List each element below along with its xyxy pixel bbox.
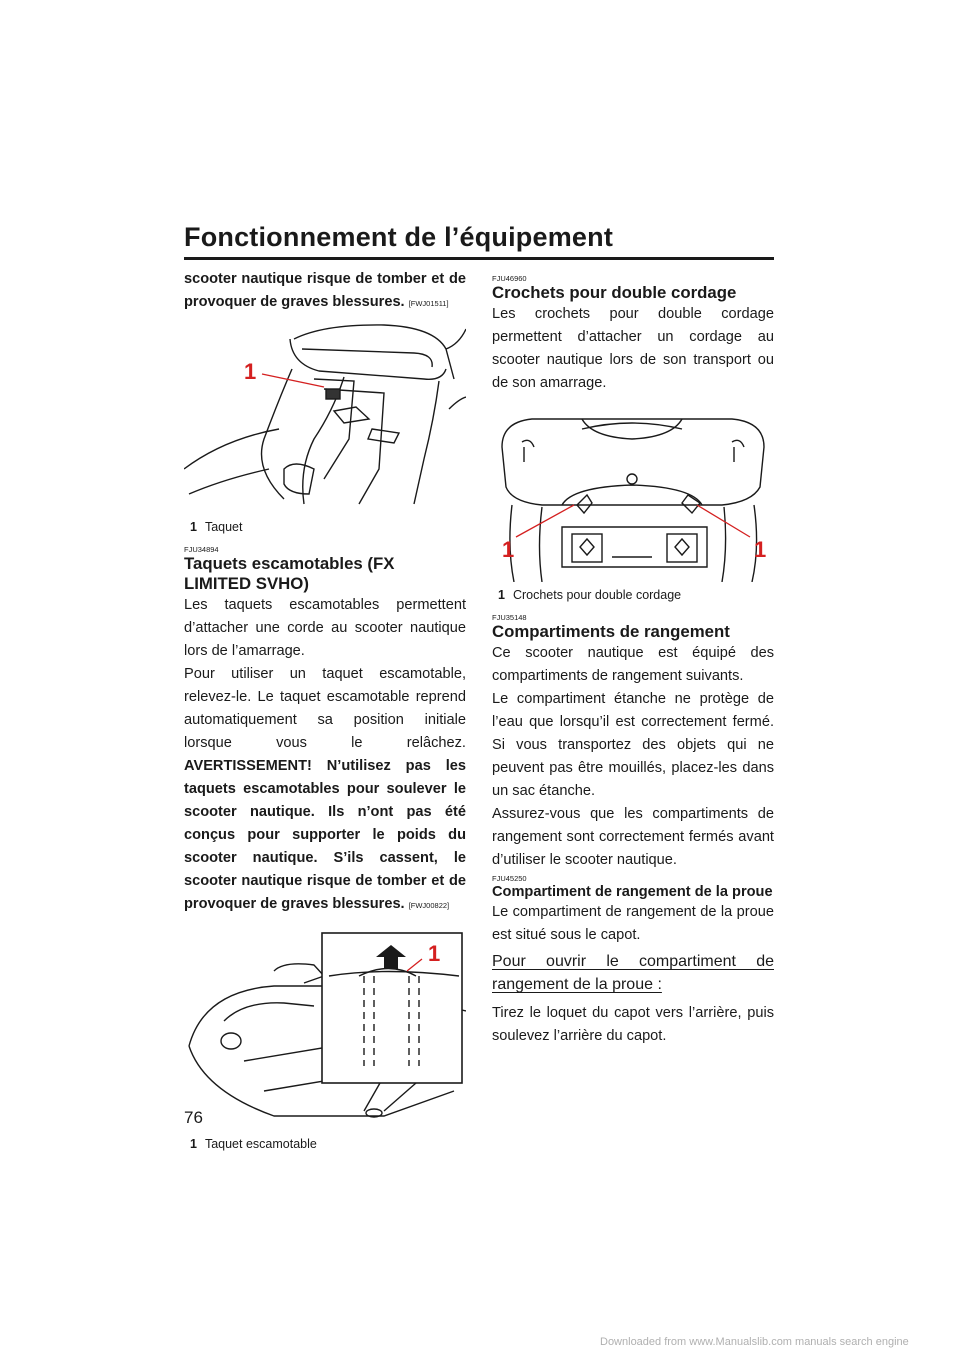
- section-code: FJU46960: [492, 274, 527, 283]
- section-code: FJU45250: [492, 874, 527, 883]
- intro-warning: scooter nautique risque de tomber et de provoquer de graves blessures. [FWJ01511]: [184, 271, 466, 310]
- paragraph: Ce scooter nautique est équipé des compartiments de rangement suivants.: [492, 645, 774, 684]
- paragraph: Tirez le loquet du capot vers l’arrière, puis soulevez l’arrière du capot.: [492, 1005, 774, 1044]
- figure-callout-right: 1: [754, 537, 767, 562]
- right-column: [492, 268, 774, 1048]
- header-rule: [184, 257, 774, 260]
- section-title: Compartiments de rangement: [492, 622, 730, 641]
- figure-callout-left: 1: [502, 537, 515, 562]
- section-code: FJU34894: [184, 545, 219, 554]
- crochets-illustration: [492, 407, 774, 582]
- footer-watermark: Downloaded from www.Manualslib.com manuals search engine: [600, 1336, 909, 1348]
- figure-caption: 1 Taquet escamotable: [190, 1137, 317, 1151]
- paragraph: Les crochets pour double cordage permettent d’attacher un cordage au scooter nautique lors de son transport ou de son amarrage.: [492, 306, 774, 391]
- taquet-escamotable-illustration: [184, 931, 466, 1131]
- paragraph: Les taquets escamotables permettent d’attacher une corde au scooter nautique lors de l’amarrage.: [184, 597, 466, 659]
- paragraph: Le compartiment étanche ne protège de l’eau que lorsqu’il est correctement fermé. Si vous transportez des objets qui ne peuvent pas être mouillés, placez-les dans un sac étanche.: [492, 691, 774, 799]
- figure-callout: 1: [428, 941, 441, 966]
- section-title: Crochets pour double cordage: [492, 283, 737, 302]
- left-column: [184, 268, 466, 1152]
- figure-crochets: [492, 407, 774, 603]
- procedure-title: Pour ouvrir le compartiment de rangement de la proue :: [492, 953, 774, 993]
- figure-taquet: [184, 319, 466, 535]
- taquet-illustration: [184, 319, 466, 514]
- section-title: Taquets escamotables (FX LIMITED SVHO): [184, 554, 395, 593]
- section-code: FJU35148: [492, 613, 527, 622]
- figure-caption: 1 Taquet: [190, 520, 243, 534]
- subsection-title: Compartiment de rangement de la proue: [492, 884, 773, 900]
- figure-caption: 1 Crochets pour double cordage: [498, 588, 682, 602]
- figure-callout: 1: [244, 359, 257, 384]
- figure-taquet-escamotable: [184, 931, 466, 1152]
- paragraph: Assurez-vous que les compartiments de rangement sont correctement fermés avant d’utiliser le scooter nautique.: [492, 806, 774, 868]
- paragraph: Le compartiment de rangement de la proue est situé sous le capot.: [492, 904, 774, 943]
- paragraph: Pour utiliser un taquet escamotable, relevez-le. Le taquet escamotable reprend automatiquement sa position initiale lorsque vous le relâchez. AVERTISSEMENT! N’utilisez pas les taquets escamotables pour soulever le scooter nautique. Ils n’ont pas été conçus pour supporter le poids du scooter nautique. S’ils cassent, le scooter nautique risque de tomber et de provoquer de graves blessures. [FWJ00822]: [184, 666, 466, 912]
- page-title: Fonctionnement de l’équipement: [184, 222, 614, 252]
- page-number: 76: [184, 1108, 203, 1127]
